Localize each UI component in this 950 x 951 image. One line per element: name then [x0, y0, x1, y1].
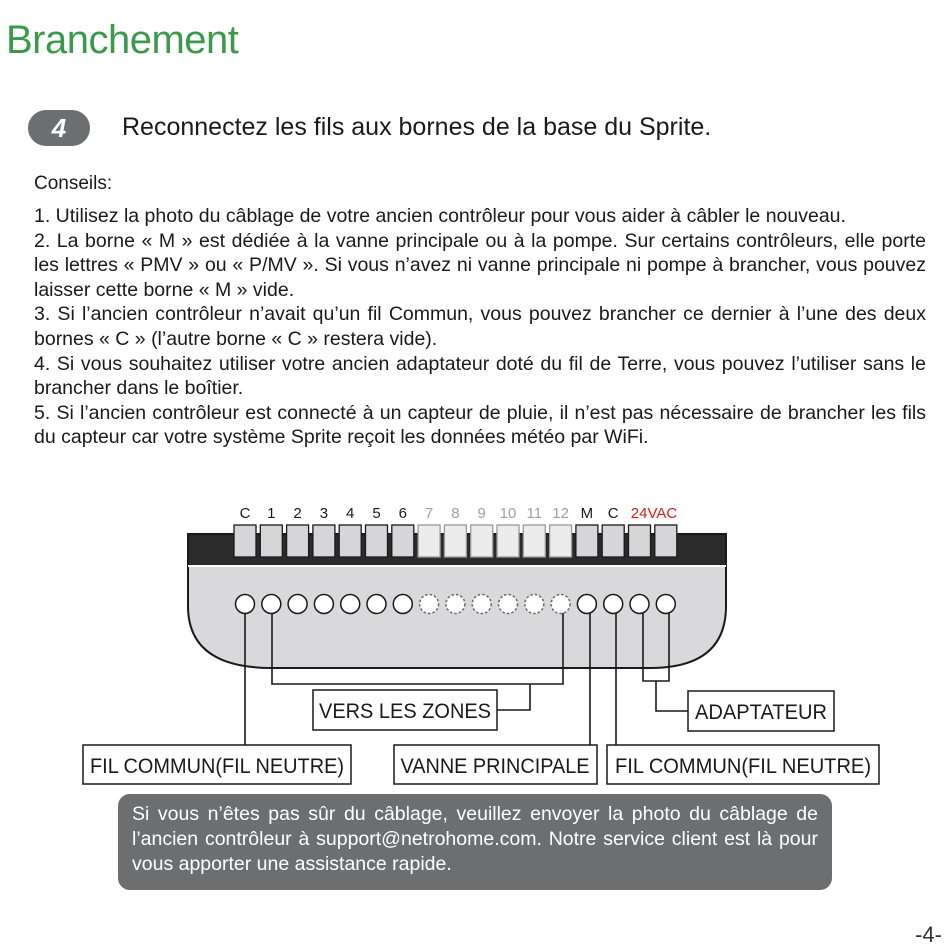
terminal-screw-hole [499, 595, 518, 614]
tips-heading: Conseils: [34, 173, 113, 194]
terminal-slot [471, 525, 493, 557]
terminal-label: 7 [424, 505, 434, 522]
tip-item: 3. Si l’ancien contrôleur n’avait qu’un fil Commun, vous pouvez brancher ce dernier à l’une des deux bornes « C » (l’autre borne « C » restera vide). [34, 303, 926, 350]
power-terminal-label: 24VAC [630, 505, 678, 522]
common-left-callout: FIL COMMUN(FIL NEUTRE) [90, 755, 344, 778]
adapter-callout: ADAPTATEUR [695, 701, 827, 724]
terminal-label: 8 [451, 505, 460, 522]
tips-list [34, 204, 926, 450]
terminal-slot [339, 525, 361, 557]
wire-zones-leader [497, 684, 530, 710]
terminal-label: 1 [267, 505, 276, 522]
terminal-label: 5 [372, 505, 381, 522]
terminal-slot [497, 525, 519, 557]
terminal-screw-hole [630, 595, 649, 614]
wiring-diagram [0, 490, 950, 790]
terminal-screw-hole [314, 595, 333, 614]
terminal-label: 3 [319, 505, 329, 522]
page-title: Branchement [6, 18, 239, 62]
master-valve-callout: VANNE PRINCIPALE [400, 755, 590, 778]
terminal-screw-hole [420, 595, 439, 614]
terminal-slot [313, 525, 335, 557]
terminal-slot [418, 525, 440, 557]
terminal-screw-hole [551, 595, 570, 614]
step-instruction: Reconnectez les fils aux bornes de la base du Sprite. [122, 113, 712, 141]
terminal-screw-hole [393, 595, 412, 614]
tip-item: 4. Si vous souhaitez utiliser votre ancien adaptateur doté du fil de Terre, vous pouvez l’utiliser sans le brancher dans le boîtier. [34, 352, 926, 400]
terminal-screw-hole [288, 595, 307, 614]
terminal-screw-hole [472, 595, 491, 614]
terminal-slot [287, 525, 309, 557]
support-notice: Si vous n’êtes pas sûr du câblage, veuillez envoyer la photo du câblage de l’ancien contrôleur à support@netrohome.com. Notre service client est là pour vous apporter une assistance rapide. [118, 794, 832, 890]
terminal-screw-hole [341, 595, 360, 614]
terminal-slot [602, 525, 624, 557]
terminal-screw-hole [367, 595, 386, 614]
terminal-label: 2 [293, 505, 302, 522]
terminal-slot [655, 525, 677, 557]
terminal-slot [444, 525, 466, 557]
terminal-label: 11 [526, 505, 543, 522]
tip-item: 5. Si l’ancien contrôleur est connecté à un capteur de pluie, il n’est pas nécessaire de brancher les fils du capteur car votre système Sprite reçoit les données météo par WiFi. [34, 401, 926, 449]
page-number: -4- [915, 922, 942, 947]
controller-housing [188, 566, 726, 668]
terminal-slot [260, 525, 282, 557]
terminal-slot [234, 525, 256, 557]
terminal-label: 4 [346, 505, 355, 522]
terminal-screw-hole [656, 595, 675, 614]
tip-item: 2. La borne « M » est dédiée à la vanne principale ou à la pompe. Sur certains contrôleurs, elle porte les lettres « PMV » ou « P/MV ». Si vous n’avez ni vanne principale ni pompe à brancher, vous pouvez laisser cette borne « M » vide. [34, 229, 926, 301]
terminal-slot [576, 525, 598, 557]
terminal-screw-hole [577, 595, 596, 614]
terminal-slot [550, 525, 572, 557]
wire-adapter-leader [656, 681, 688, 711]
terminal-label: M [580, 505, 594, 522]
zones-callout: VERS LES ZONES [319, 700, 491, 723]
terminal-slot [366, 525, 388, 557]
terminal-label: 10 [499, 505, 517, 522]
terminal-screw-hole [525, 595, 544, 614]
terminal-screw-hole [446, 595, 465, 614]
terminal-label: 9 [477, 505, 486, 522]
terminal-label: C [239, 505, 251, 522]
terminal-label: 12 [552, 505, 569, 522]
terminal-screw-hole [262, 595, 281, 614]
terminal-screw-hole [236, 595, 255, 614]
common-right-callout: FIL COMMUN(FIL NEUTRE) [615, 755, 871, 778]
terminal-slot [392, 525, 414, 557]
terminal-label: C [607, 505, 619, 522]
tip-item: 1. Utilisez la photo du câblage de votre ancien contrôleur pour vous aider à câbler le nouveau. [34, 205, 846, 227]
terminal-slot [629, 525, 651, 557]
terminal-screw-hole [604, 595, 623, 614]
terminal-slot [523, 525, 545, 557]
step-number-badge: 4 [28, 110, 90, 146]
terminal-label: 6 [398, 505, 407, 522]
